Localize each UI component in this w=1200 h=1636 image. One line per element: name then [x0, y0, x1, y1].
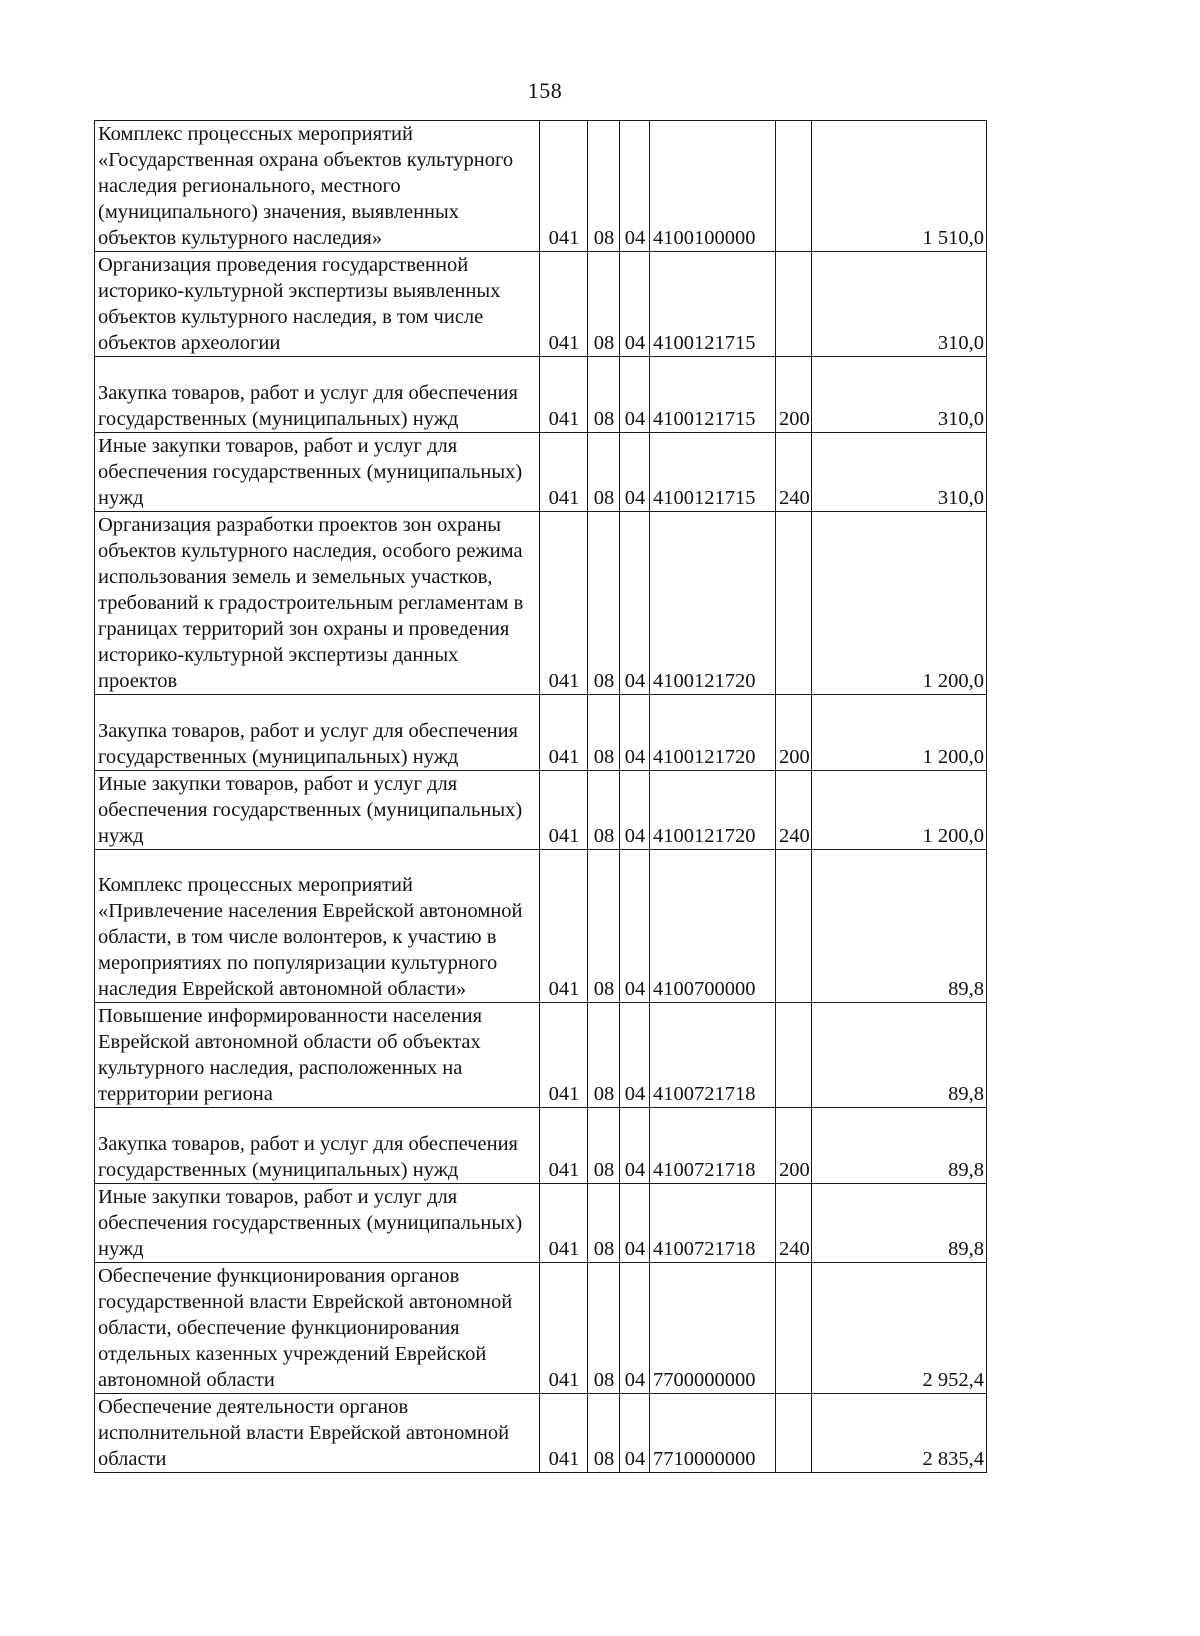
- ministry-code: 041: [540, 121, 588, 252]
- table-row: [95, 771, 987, 850]
- expense-type: [776, 850, 812, 1003]
- subsection-code: 04: [620, 357, 650, 433]
- subsection-code: 04: [620, 1108, 650, 1184]
- target-article: 4100721718: [650, 1108, 776, 1184]
- ministry-code: 041: [540, 252, 588, 357]
- target-article: 4100121715: [650, 357, 776, 433]
- target-article: 7700000000: [650, 1263, 776, 1394]
- table-row: [95, 512, 987, 695]
- target-article: 7710000000: [650, 1394, 776, 1473]
- target-article: 4100121715: [650, 252, 776, 357]
- section-code: 08: [588, 121, 620, 252]
- subsection-code: 04: [620, 433, 650, 512]
- ministry-code: 041: [540, 695, 588, 771]
- ministry-code: 041: [540, 1263, 588, 1394]
- amount: 89,8: [812, 1108, 987, 1184]
- section-code: 08: [588, 771, 620, 850]
- target-article: 4100721718: [650, 1003, 776, 1108]
- target-article: 4100700000: [650, 850, 776, 1003]
- row-name: Закупка товаров, работ и услуг для обеспечения государственных (муниципальных) нужд: [95, 1108, 540, 1184]
- ministry-code: 041: [540, 357, 588, 433]
- table-row: [95, 1184, 987, 1263]
- expense-type: 200: [776, 357, 812, 433]
- amount: 310,0: [812, 357, 987, 433]
- expense-type: [776, 1003, 812, 1108]
- amount: 89,8: [812, 1003, 987, 1108]
- section-code: 08: [588, 512, 620, 695]
- ministry-code: 041: [540, 1108, 588, 1184]
- table-row: [95, 433, 987, 512]
- table-row: [95, 1108, 987, 1184]
- row-name: Иные закупки товаров, работ и услуг для обеспечения государственных (муниципальных) нужд: [95, 433, 540, 512]
- subsection-code: 04: [620, 850, 650, 1003]
- section-code: 08: [588, 1394, 620, 1473]
- amount: 1 200,0: [812, 695, 987, 771]
- section-code: 08: [588, 1263, 620, 1394]
- ministry-code: 041: [540, 771, 588, 850]
- expense-type: 200: [776, 695, 812, 771]
- target-article: 4100100000: [650, 121, 776, 252]
- row-name: Обеспечение функционирования органов государственной власти Еврейской автономной области, обеспечение функционирования отдельных казенных учреждений Еврейской автономной области: [95, 1263, 540, 1394]
- section-code: 08: [588, 252, 620, 357]
- section-code: 08: [588, 695, 620, 771]
- section-code: 08: [588, 433, 620, 512]
- ministry-code: 041: [540, 1003, 588, 1108]
- table-row: [95, 121, 987, 252]
- expense-type: [776, 1394, 812, 1473]
- target-article: 4100121720: [650, 771, 776, 850]
- row-name: Организация проведения государственной историко-культурной экспертизы выявленных объектов культурного наследия, в том числе объектов археологии: [95, 252, 540, 357]
- row-name: Повышение информированности населения Еврейской автономной области об объектах культурного наследия, расположенных на территории региона: [95, 1003, 540, 1108]
- table-body: [95, 121, 987, 1473]
- expense-type: 240: [776, 1184, 812, 1263]
- table-row: [95, 357, 987, 433]
- expense-type: 240: [776, 771, 812, 850]
- subsection-code: 04: [620, 771, 650, 850]
- ministry-code: 041: [540, 1394, 588, 1473]
- table-row: [95, 252, 987, 357]
- ministry-code: 041: [540, 1184, 588, 1263]
- amount: 1 510,0: [812, 121, 987, 252]
- subsection-code: 04: [620, 1184, 650, 1263]
- amount: 89,8: [812, 850, 987, 1003]
- amount: 2 952,4: [812, 1263, 987, 1394]
- table-row: [95, 695, 987, 771]
- target-article: 4100721718: [650, 1184, 776, 1263]
- subsection-code: 04: [620, 512, 650, 695]
- section-code: 08: [588, 357, 620, 433]
- section-code: 08: [588, 850, 620, 1003]
- row-name: Комплекс процессных мероприятий «Государственная охрана объектов культурного наследия регионального, местного (муниципального) значения, выявленных объектов культурного наследия»: [95, 121, 540, 252]
- section-code: 08: [588, 1003, 620, 1108]
- table-row: [95, 1394, 987, 1473]
- target-article: 4100121720: [650, 695, 776, 771]
- row-name: Комплекс процессных мероприятий «Привлечение населения Еврейской автономной области, в том числе волонтеров, к участию в мероприятиях по популяризации культурного наследия Еврейской автономной области»: [95, 850, 540, 1003]
- row-name: Иные закупки товаров, работ и услуг для обеспечения государственных (муниципальных) нужд: [95, 1184, 540, 1263]
- row-name: Закупка товаров, работ и услуг для обеспечения государственных (муниципальных) нужд: [95, 695, 540, 771]
- target-article: 4100121715: [650, 433, 776, 512]
- subsection-code: 04: [620, 121, 650, 252]
- amount: 310,0: [812, 252, 987, 357]
- section-code: 08: [588, 1108, 620, 1184]
- row-name: Иные закупки товаров, работ и услуг для обеспечения государственных (муниципальных) нужд: [95, 771, 540, 850]
- row-name: Обеспечение деятельности органов исполнительной власти Еврейской автономной области: [95, 1394, 540, 1473]
- amount: 1 200,0: [812, 512, 987, 695]
- table-row: [95, 1003, 987, 1108]
- amount: 89,8: [812, 1184, 987, 1263]
- subsection-code: 04: [620, 1263, 650, 1394]
- ministry-code: 041: [540, 850, 588, 1003]
- subsection-code: 04: [620, 252, 650, 357]
- expense-type: 240: [776, 433, 812, 512]
- amount: 310,0: [812, 433, 987, 512]
- ministry-code: 041: [540, 433, 588, 512]
- subsection-code: 04: [620, 1003, 650, 1108]
- section-code: 08: [588, 1184, 620, 1263]
- expense-type: [776, 121, 812, 252]
- amount: 1 200,0: [812, 771, 987, 850]
- subsection-code: 04: [620, 695, 650, 771]
- row-name: Организация разработки проектов зон охраны объектов культурного наследия, особого режима использования земель и земельных участков, требований к градостроительным регламентам в границах территорий зон охраны и проведения историко-культурной экспертизы данных проектов: [95, 512, 540, 695]
- budget-table: [94, 120, 987, 1473]
- expense-type: [776, 1263, 812, 1394]
- target-article: 4100121720: [650, 512, 776, 695]
- amount: 2 835,4: [812, 1394, 987, 1473]
- subsection-code: 04: [620, 1394, 650, 1473]
- expense-type: 200: [776, 1108, 812, 1184]
- expense-type: [776, 252, 812, 357]
- ministry-code: 041: [540, 512, 588, 695]
- page-number: 158: [527, 78, 563, 103]
- table-row: [95, 850, 987, 1003]
- row-name: Закупка товаров, работ и услуг для обеспечения государственных (муниципальных) нужд: [95, 357, 540, 433]
- table-row: [95, 1263, 987, 1394]
- expense-type: [776, 512, 812, 695]
